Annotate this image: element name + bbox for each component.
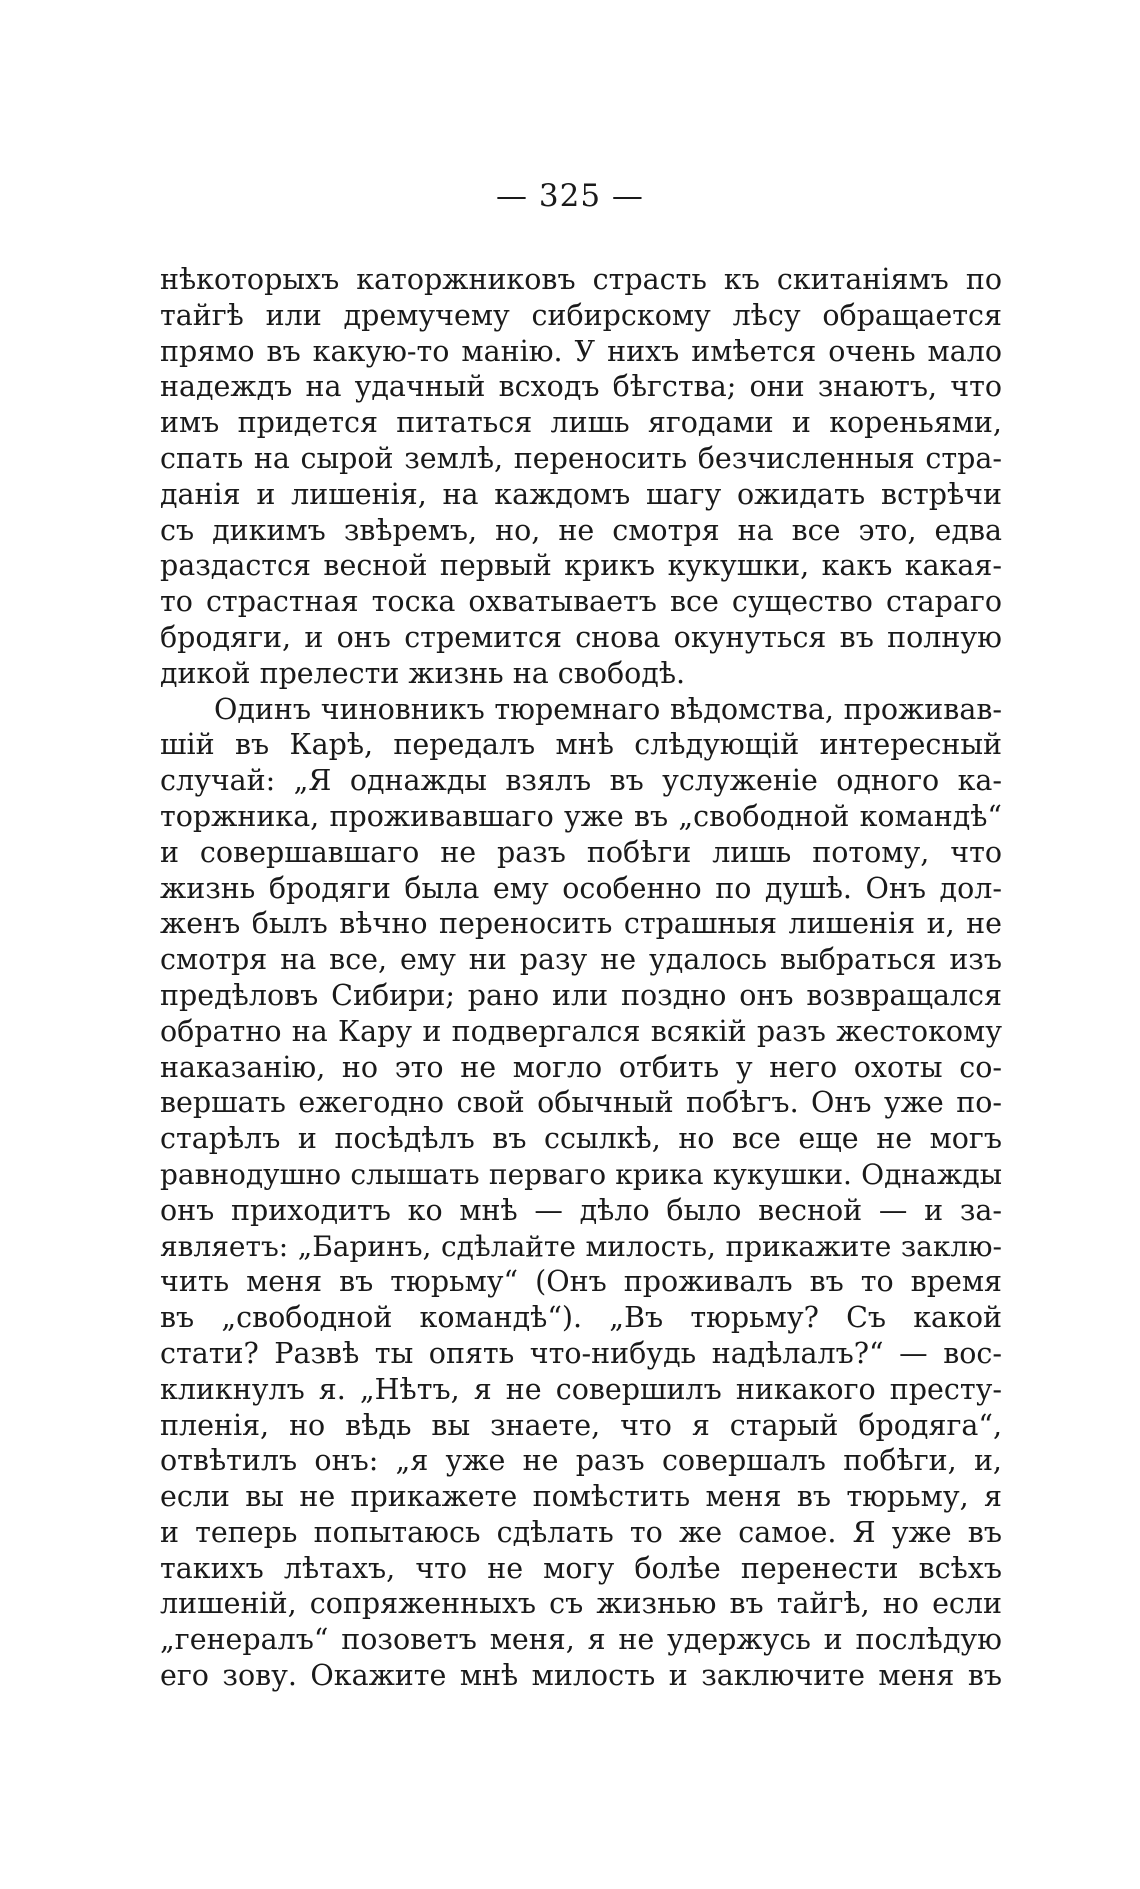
text-line: наказанію, но это не могло отбить у него охоты со- — [160, 1050, 1002, 1084]
text-line: и совершавшаго не разъ побѣги лишь потому, что — [160, 835, 1002, 869]
text-line: если вы не прикажете помѣстить меня въ тюрьму, я — [160, 1480, 1002, 1514]
text-line: стати? Развѣ ты опять что-нибудь надѣлалъ?“ — вос- — [160, 1336, 1002, 1370]
text-line: чить меня въ тюрьму“ (Онъ проживалъ въ то время — [160, 1265, 1002, 1299]
text-line: вершать ежегодно свой обычный побѣгъ. Онъ уже по- — [160, 1086, 1002, 1120]
text-line: лишеній, сопряженныхъ съ жизнью въ тайгѣ, но если — [160, 1587, 1002, 1621]
page-number: — 325 — — [496, 178, 644, 214]
text-line: пленія, но вѣдь вы знаете, что я старый бродяга“, — [160, 1408, 1002, 1442]
text-line: жизнь бродяги была ему особенно по душѣ. Онъ дол- — [160, 871, 1002, 905]
text-line: раздастся весной первый крикъ кукушки, какъ какая- — [160, 549, 1002, 583]
text-line: въ „свободной командѣ“). „Въ тюрьму? Съ какой — [160, 1301, 1002, 1335]
text-line: кликнулъ я. „Нѣтъ, я не совершилъ никакого престу- — [160, 1372, 1002, 1406]
paragraph-end-line: дикой прелести жизнь на свободѣ. — [160, 656, 686, 690]
text-line: шій въ Карѣ, передалъ мнѣ слѣдующій интересный — [160, 728, 1002, 762]
text-line: „генералъ“ позоветъ меня, я не удержусь и послѣдую — [160, 1623, 1002, 1657]
text-line: торжника, проживавшаго уже въ „свободной командѣ“ — [160, 799, 1002, 833]
text-line: бродяги, и онъ стремится снова окунуться въ полную — [160, 620, 1002, 654]
text-line: смотря на все, ему ни разу не удалось выбраться изъ — [160, 943, 1002, 977]
text-line: случай: „Я однажды взялъ въ услуженіе одного ка- — [160, 764, 1002, 798]
text-line: надеждъ на удачный всходъ бѣгства; они знаютъ, что — [160, 370, 1002, 404]
text-line: тайгѣ или дремучему сибирскому лѣсу обращается — [160, 298, 1002, 332]
text-line: равнодушно слышать перваго крика кукушки. Однажды — [160, 1157, 1002, 1191]
text-line: нѣкоторыхъ каторжниковъ страсть къ скитаніямъ по — [160, 263, 1002, 296]
paragraph-start-line: Одинъ чиновникъ тюремнаго вѣдомства, проживав- — [214, 692, 1002, 726]
text-line: имъ придется питаться лишь ягодами и кореньями, — [160, 406, 1002, 440]
text-line: обратно на Кару и подвергался всякій разъ жестокому — [160, 1014, 1002, 1048]
text-line: то страстная тоска охватываетъ все существо стараго — [160, 585, 1002, 619]
text-line: и теперь попытаюсь сдѣлать то же самое. Я уже въ — [160, 1515, 1002, 1549]
text-line: прямо въ какую-то манію. У нихъ имѣется очень мало — [160, 334, 1002, 368]
text-line: женъ былъ вѣчно переносить страшныя лишенія и, не — [160, 907, 1002, 941]
text-line: являетъ: „Баринъ, сдѣлайте милость, прикажите заклю- — [160, 1229, 1002, 1263]
text-line: такихъ лѣтахъ, что не могу болѣе перенести всѣхъ — [160, 1551, 1002, 1585]
text-line: съ дикимъ звѣремъ, но, не смотря на все это, едва — [160, 513, 1002, 547]
text-line: онъ приходитъ ко мнѣ — дѣло было весной — и за- — [160, 1193, 1002, 1227]
text-line: старѣлъ и посѣдѣлъ въ ссылкѣ, но все еще не могъ — [160, 1122, 1002, 1156]
body-text — [160, 262, 1002, 1694]
text-line: данія и лишенія, на каждомъ шагу ожидать встрѣчи — [160, 477, 1002, 511]
text-line: отвѣтилъ онъ: „я уже не разъ совершалъ побѣги, и, — [160, 1444, 1002, 1478]
text-line: предѣловъ Сибири; рано или поздно онъ возвращался — [160, 978, 1002, 1012]
text-line: его зову. Окажите мнѣ милость и заключите меня въ — [160, 1659, 1002, 1693]
text-line: спать на сырой землѣ, переносить безчисленныя стра- — [160, 441, 1002, 475]
